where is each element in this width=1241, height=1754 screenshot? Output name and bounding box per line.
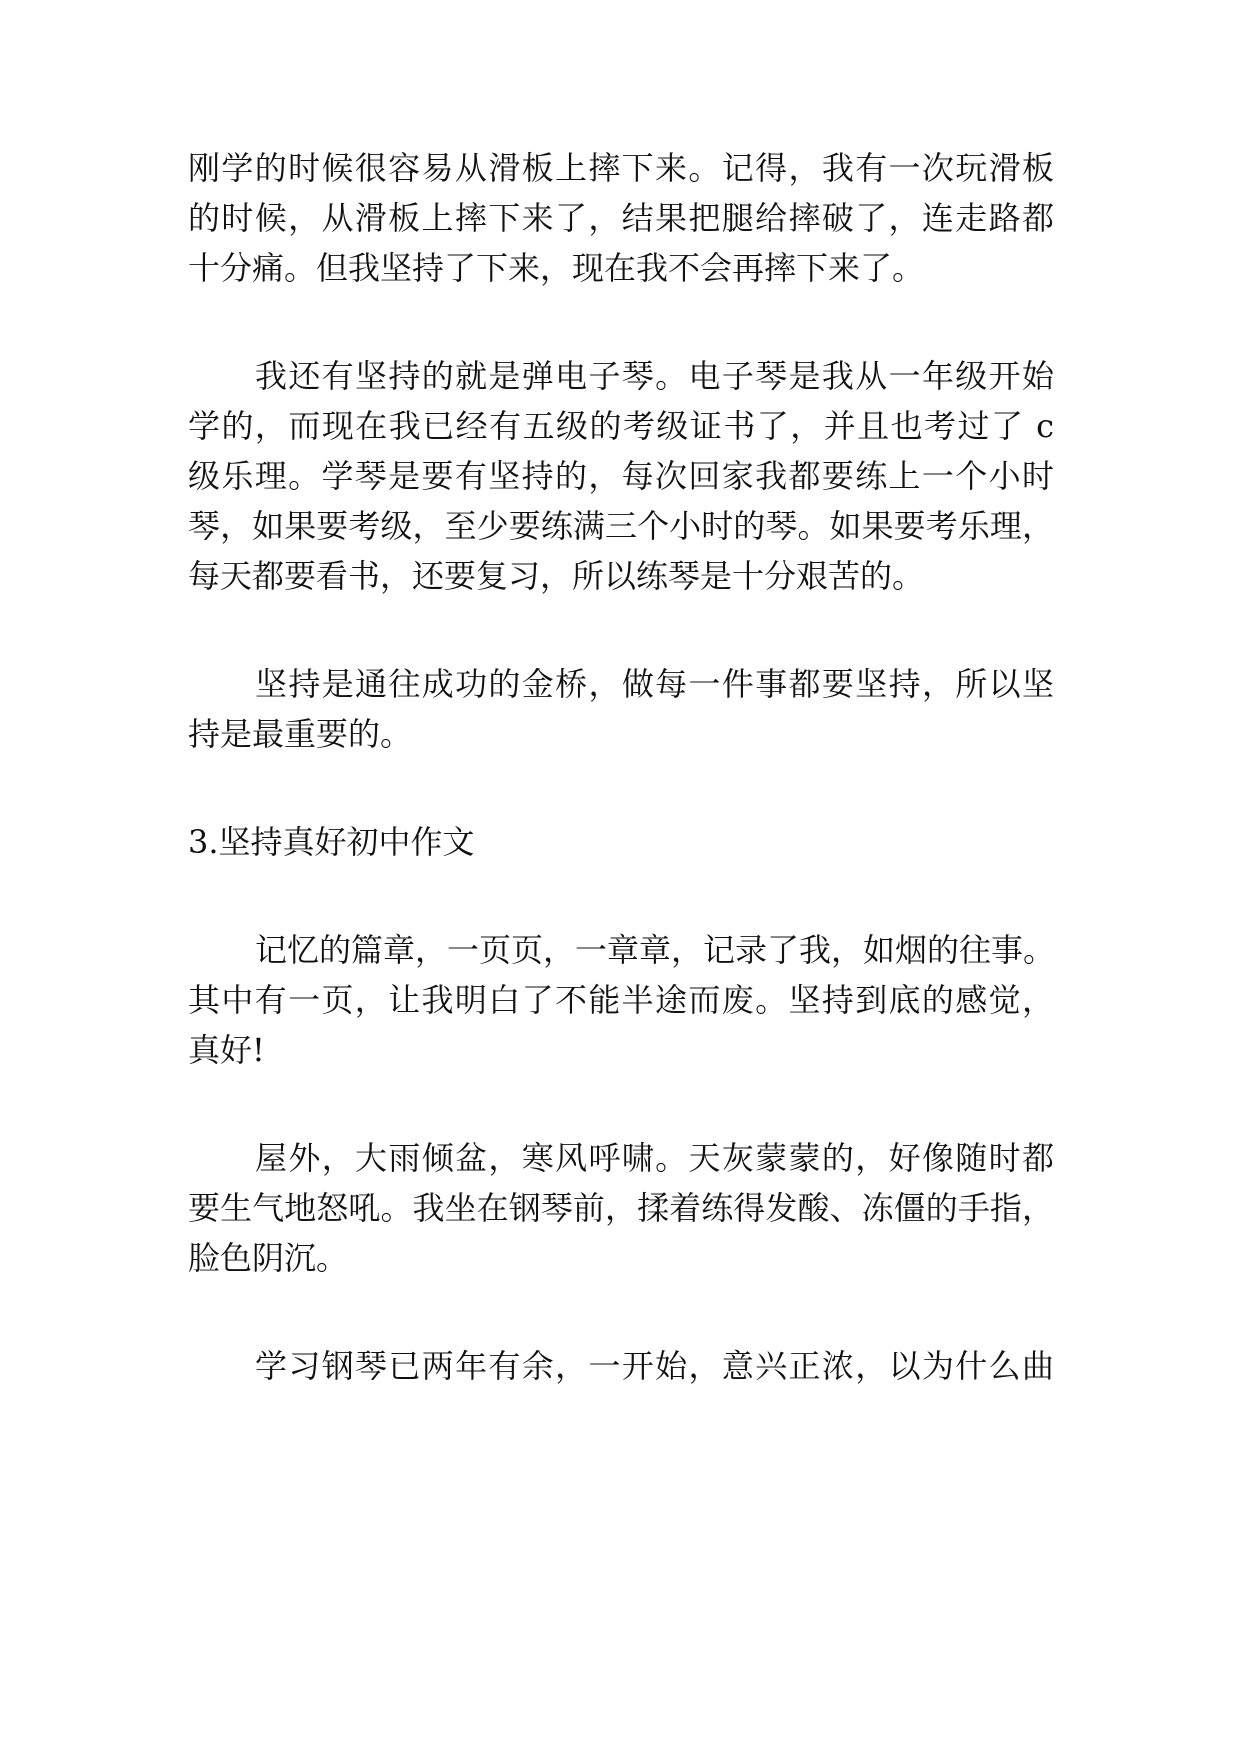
paragraph-5-line-2: 要生气地怒吼。我坐在钢琴前，揉着练得发酸、冻僵的手指， — [188, 1189, 1054, 1227]
section-heading: 3.坚持真好初中作文 — [188, 823, 475, 861]
paragraph-5-line-3: 脸色阴沉。 — [188, 1239, 349, 1277]
paragraph-6-line-1: 学习钢琴已两年有余，一开始，意兴正浓，以为什么曲 — [255, 1347, 1054, 1385]
paragraph-1-line-1: 刚学的时候很容易从滑板上摔下来。记得，我有一次玩滑板 — [188, 149, 1054, 187]
paragraph-3-line-1: 坚持是通往成功的金桥，做每一件事都要坚持，所以坚 — [255, 665, 1054, 703]
paragraph-3-line-2: 持是最重要的。 — [188, 715, 413, 753]
paragraph-4-line-1: 记忆的篇章，一页页，一章章，记录了我，如烟的往事。 — [255, 931, 1056, 969]
paragraph-4-line-2: 其中有一页，让我明白了不能半途而废。坚持到底的感觉， — [188, 981, 1054, 1019]
paragraph-2-line-5: 每天都要看书，还要复习，所以练琴是十分艰苦的。 — [188, 557, 925, 595]
paragraph-2-line-2: 学的，而现在我已经有五级的考级证书了，并且也考过了 c — [188, 407, 1054, 445]
paragraph-4-line-3: 真好! — [188, 1031, 265, 1069]
paragraph-1-line-2: 的时候，从滑板上摔下来了，结果把腿给摔破了，连走路都 — [188, 199, 1054, 237]
paragraph-2-line-3: 级乐理。学琴是要有坚持的，每次回家我都要练上一个小时 — [188, 457, 1054, 495]
paragraph-1-line-3: 十分痛。但我坚持了下来，现在我不会再摔下来了。 — [188, 249, 925, 287]
paragraph-5-line-1: 屋外，大雨倾盆，寒风呼啸。天灰蒙蒙的，好像随时都 — [255, 1139, 1054, 1177]
paragraph-2-line-4: 琴，如果要考级，至少要练满三个小时的琴。如果要考乐理， — [188, 507, 1054, 545]
paragraph-2-line-1: 我还有坚持的就是弹电子琴。电子琴是我从一年级开始 — [255, 357, 1054, 395]
